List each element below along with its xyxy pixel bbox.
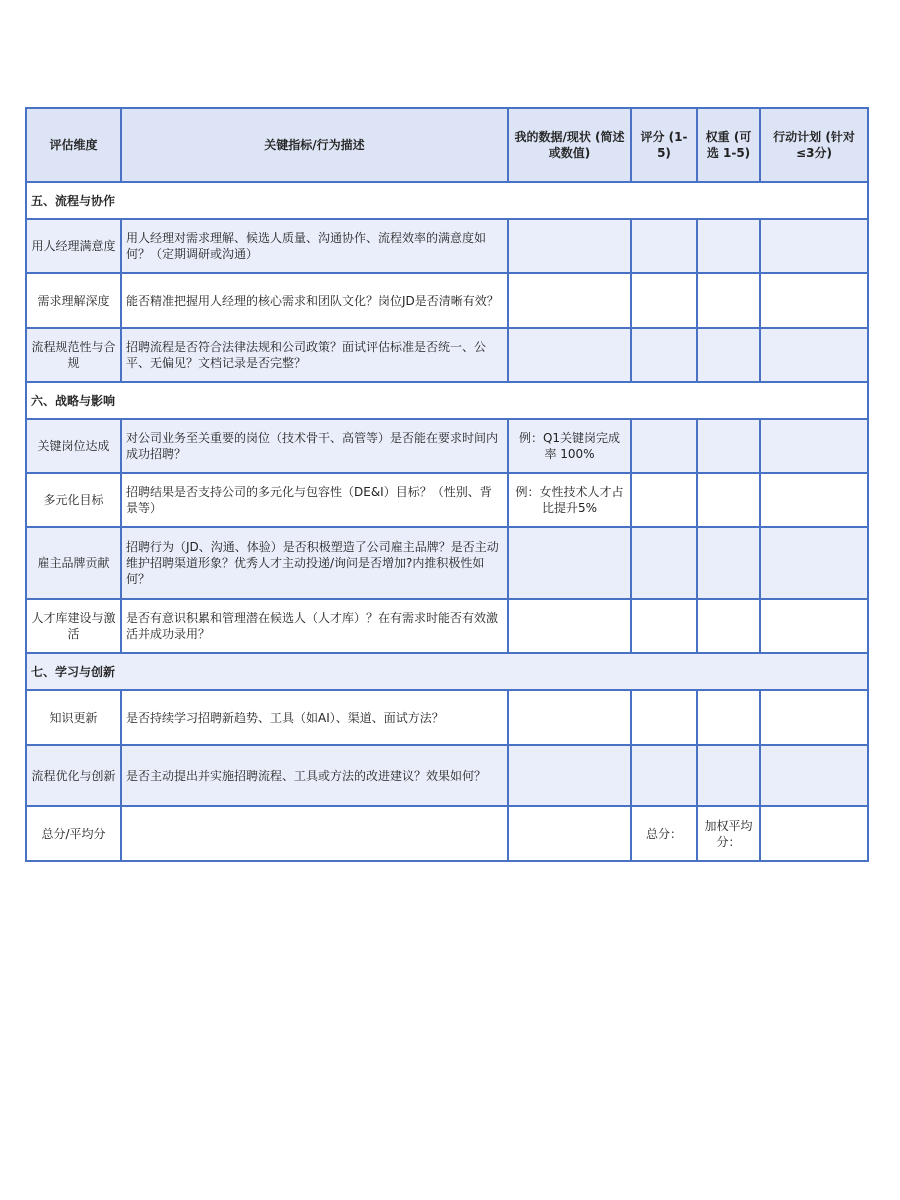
dimension-cell: 流程规范性与合规: [26, 328, 121, 382]
mydata-cell[interactable]: [508, 745, 631, 806]
dimension-cell: 关键岗位达成: [26, 419, 121, 473]
footer-row: [26, 806, 868, 861]
action-cell[interactable]: [760, 473, 868, 527]
weight-cell[interactable]: [697, 599, 760, 653]
action-cell[interactable]: [760, 527, 868, 599]
weight-cell[interactable]: [697, 690, 760, 745]
total-score-label: 总分：: [631, 806, 697, 861]
action-cell[interactable]: [760, 745, 868, 806]
weight-cell[interactable]: [697, 527, 760, 599]
mydata-cell[interactable]: [508, 273, 631, 328]
score-cell[interactable]: [631, 219, 697, 273]
description-cell: 能否精准把握用人经理的核心需求和团队文化？岗位JD是否清晰有效？: [121, 273, 508, 328]
mydata-cell[interactable]: [508, 599, 631, 653]
section-row: [26, 382, 868, 419]
description-cell: 招聘流程是否符合法律法规和公司政策？面试评估标准是否统一、公平、无偏见？文档记录是否完整？: [121, 328, 508, 382]
description-cell: 招聘行为（JD、沟通、体验）是否积极塑造了公司雇主品牌？是否主动维护招聘渠道形象？优秀人才主动投递/询问是否增加?内推积极性如何？: [121, 527, 508, 599]
score-cell[interactable]: [631, 690, 697, 745]
weight-cell[interactable]: [697, 219, 760, 273]
table-row: [26, 273, 868, 328]
table-row: [26, 527, 868, 599]
mydata-cell[interactable]: 例：Q1关键岗完成率 100%: [508, 419, 631, 473]
header-indicator: 关键指标/行为描述: [121, 108, 508, 182]
header-score: 评分 (1-5): [631, 108, 697, 182]
score-cell[interactable]: [631, 599, 697, 653]
action-cell[interactable]: [760, 273, 868, 328]
table-row: [26, 328, 868, 382]
dimension-cell: 流程优化与创新: [26, 745, 121, 806]
mydata-cell[interactable]: 例：女性技术人才占比提升5%: [508, 473, 631, 527]
score-cell[interactable]: [631, 328, 697, 382]
table-row: [26, 473, 868, 527]
table-row: [26, 690, 868, 745]
description-cell: 对公司业务至关重要的岗位（技术骨干、高管等）是否能在要求时间内成功招聘？: [121, 419, 508, 473]
mydata-cell[interactable]: [508, 219, 631, 273]
section-row: [26, 653, 868, 690]
score-cell[interactable]: [631, 473, 697, 527]
footer-action-cell[interactable]: [760, 806, 868, 861]
dimension-cell: 多元化目标: [26, 473, 121, 527]
dimension-cell: 需求理解深度: [26, 273, 121, 328]
footer-empty-cell: [121, 806, 508, 861]
weight-cell[interactable]: [697, 273, 760, 328]
table-row: [26, 599, 868, 653]
weight-cell[interactable]: [697, 473, 760, 527]
dimension-cell: 人才库建设与激活: [26, 599, 121, 653]
footer-empty-cell: [508, 806, 631, 861]
weight-cell[interactable]: [697, 745, 760, 806]
section-row: [26, 182, 868, 219]
evaluation-table: [25, 107, 869, 862]
weighted-average-label: 加权平均分：: [697, 806, 760, 861]
score-cell[interactable]: [631, 419, 697, 473]
dimension-cell: 知识更新: [26, 690, 121, 745]
score-cell[interactable]: [631, 273, 697, 328]
description-cell: 是否有意识积累和管理潜在候选人（人才库）？在有需求时能否有效激活并成功录用？: [121, 599, 508, 653]
action-cell[interactable]: [760, 219, 868, 273]
weight-cell[interactable]: [697, 419, 760, 473]
header-mydata: 我的数据/现状 (简述或数值): [508, 108, 631, 182]
weight-cell[interactable]: [697, 328, 760, 382]
section-title: 六、战略与影响: [26, 382, 868, 419]
action-cell[interactable]: [760, 419, 868, 473]
header-row: [26, 108, 868, 182]
action-cell[interactable]: [760, 599, 868, 653]
mydata-cell[interactable]: [508, 690, 631, 745]
section-title: 七、学习与创新: [26, 653, 868, 690]
action-cell[interactable]: [760, 328, 868, 382]
dimension-cell: 雇主品牌贡献: [26, 527, 121, 599]
footer-label: 总分/平均分: [26, 806, 121, 861]
mydata-cell[interactable]: [508, 527, 631, 599]
table-row: [26, 219, 868, 273]
action-cell[interactable]: [760, 690, 868, 745]
header-action: 行动计划 (针对≤3分): [760, 108, 868, 182]
description-cell: 招聘结果是否支持公司的多元化与包容性（DE&I）目标？（性别、背景等）: [121, 473, 508, 527]
score-cell[interactable]: [631, 745, 697, 806]
dimension-cell: 用人经理满意度: [26, 219, 121, 273]
header-weight: 权重 (可选 1-5): [697, 108, 760, 182]
description-cell: 用人经理对需求理解、候选人质量、沟通协作、流程效率的满意度如何？（定期调研或沟通）: [121, 219, 508, 273]
description-cell: 是否持续学习招聘新趋势、工具（如AI）、渠道、面试方法？: [121, 690, 508, 745]
mydata-cell[interactable]: [508, 328, 631, 382]
section-title: 五、流程与协作: [26, 182, 868, 219]
description-cell: 是否主动提出并实施招聘流程、工具或方法的改进建议？效果如何？: [121, 745, 508, 806]
table-row: [26, 745, 868, 806]
score-cell[interactable]: [631, 527, 697, 599]
table-row: [26, 419, 868, 473]
header-dimension: 评估维度: [26, 108, 121, 182]
